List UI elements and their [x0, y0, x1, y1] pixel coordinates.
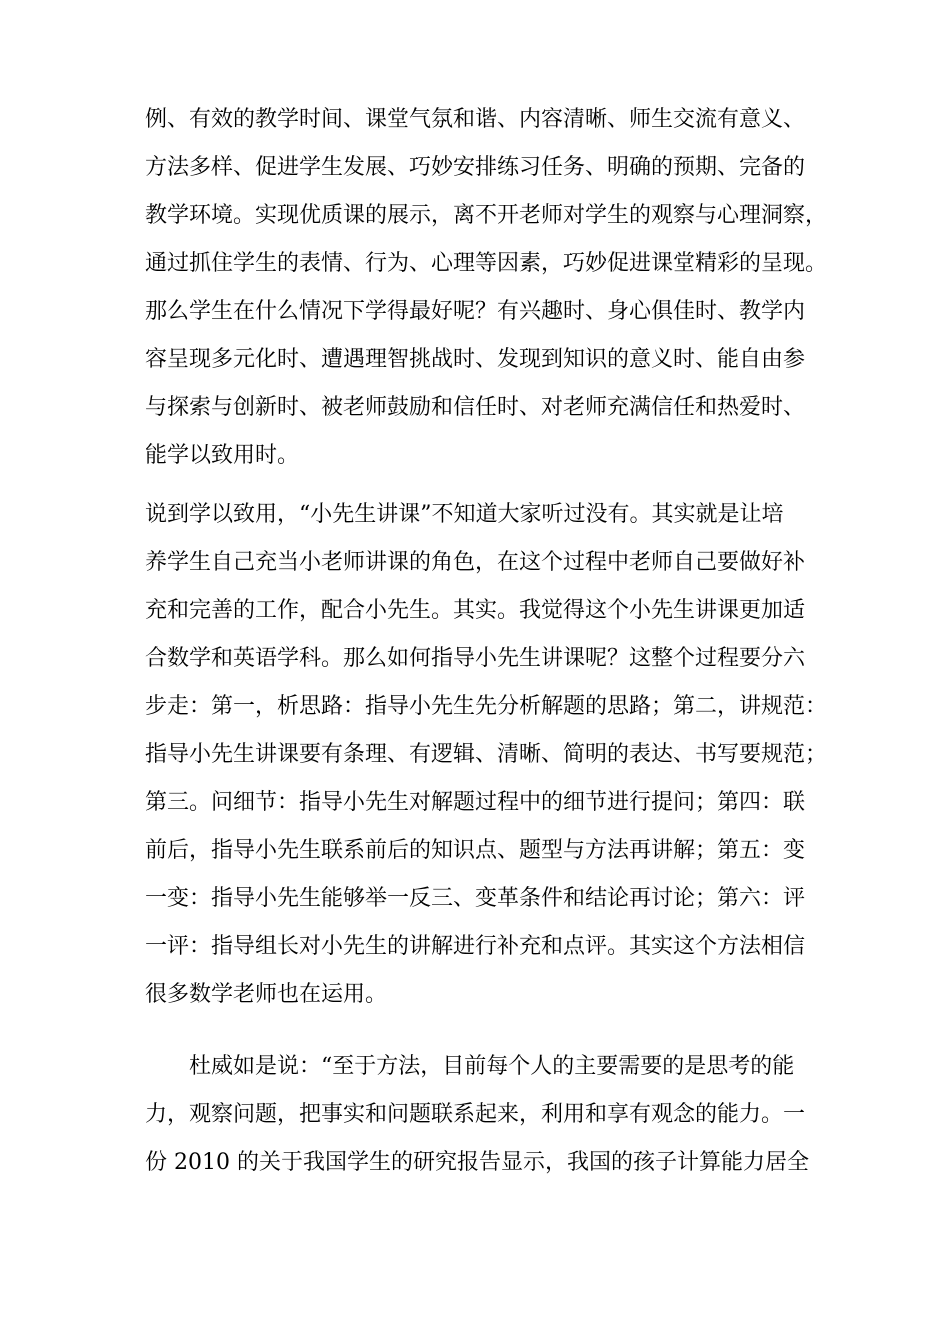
paragraph-line: 一评：指导组长对小先生的讲解进行补充和点评。其实这个方法相信: [145, 934, 806, 959]
paragraph-3: [145, 1043, 825, 1187]
paragraph-line: 方法多样、促进学生发展、巧妙安排练习任务、明确的预期、完备的: [145, 155, 806, 180]
paragraph-line: 养学生自己充当小老师讲课的角色，在这个过程中老师自己要做好补: [145, 550, 806, 575]
paragraph-line: 步走：第一，析思路：指导小先生先分析解题的思路；第二，讲规范：: [145, 694, 828, 719]
paragraph-line: 教学环境。实现优质课的展示，离不开老师对学生的观察与心理洞察，: [145, 203, 828, 228]
paragraph-2: [145, 491, 828, 1019]
paragraph-line: 一变：指导小先生能够举一反三、变革条件和结论再讨论；第六：评: [145, 886, 806, 911]
paragraph-line: 通过抓住学生的表情、行为、心理等因素，巧妙促进课堂精彩的呈现。: [145, 251, 828, 276]
paragraph-line: 充和完善的工作，配合小先生。其实。我觉得这个小先生讲课更加适: [145, 598, 806, 623]
paragraph-line: 那么学生在什么情况下学得最好呢？有兴趣时、身心俱佳时、教学内: [145, 299, 806, 324]
paragraph-line: 份 2010 的关于我国学生的研究报告显示，我国的孩子计算能力居全: [145, 1150, 809, 1175]
paragraph-line: 能学以致用时。: [145, 443, 300, 468]
paragraph-line: 前后，指导小先生联系前后的知识点、题型与方法再讲解；第五：变: [145, 838, 806, 863]
paragraph-line: 力，观察问题，把事实和问题联系起来，利用和享有观念的能力。一: [145, 1102, 806, 1127]
paragraph-line: 第三。问细节：指导小先生对解题过程中的细节进行提问；第四：联: [145, 790, 806, 815]
paragraph-line: 合数学和英语学科。那么如何指导小先生讲课呢？这整个过程要分六: [145, 646, 806, 671]
paragraph-1: [145, 96, 828, 480]
paragraph-line: 与探索与创新时、被老师鼓励和信任时、对老师充满信任和热爱时、: [145, 395, 806, 420]
paragraph-line: 说到学以致用，“小先生讲课”不知道大家听过没有。其实就是让培: [145, 502, 784, 527]
paragraph-line: 杜威如是说：“至于方法，目前每个人的主要需要的是思考的能: [189, 1054, 795, 1079]
paragraph-line: 例、有效的教学时间、课堂气氛和谐、内容清晰、师生交流有意义、: [145, 107, 806, 132]
paragraph-line: 指导小先生讲课要有条理、有逻辑、清晰、简明的表达、书写要规范；: [145, 742, 828, 767]
paragraph-line: 容呈现多元化时、遭遇理智挑战时、发现到知识的意义时、能自由参: [145, 347, 806, 372]
paragraph-line: 很多数学老师也在运用。: [145, 982, 388, 1007]
